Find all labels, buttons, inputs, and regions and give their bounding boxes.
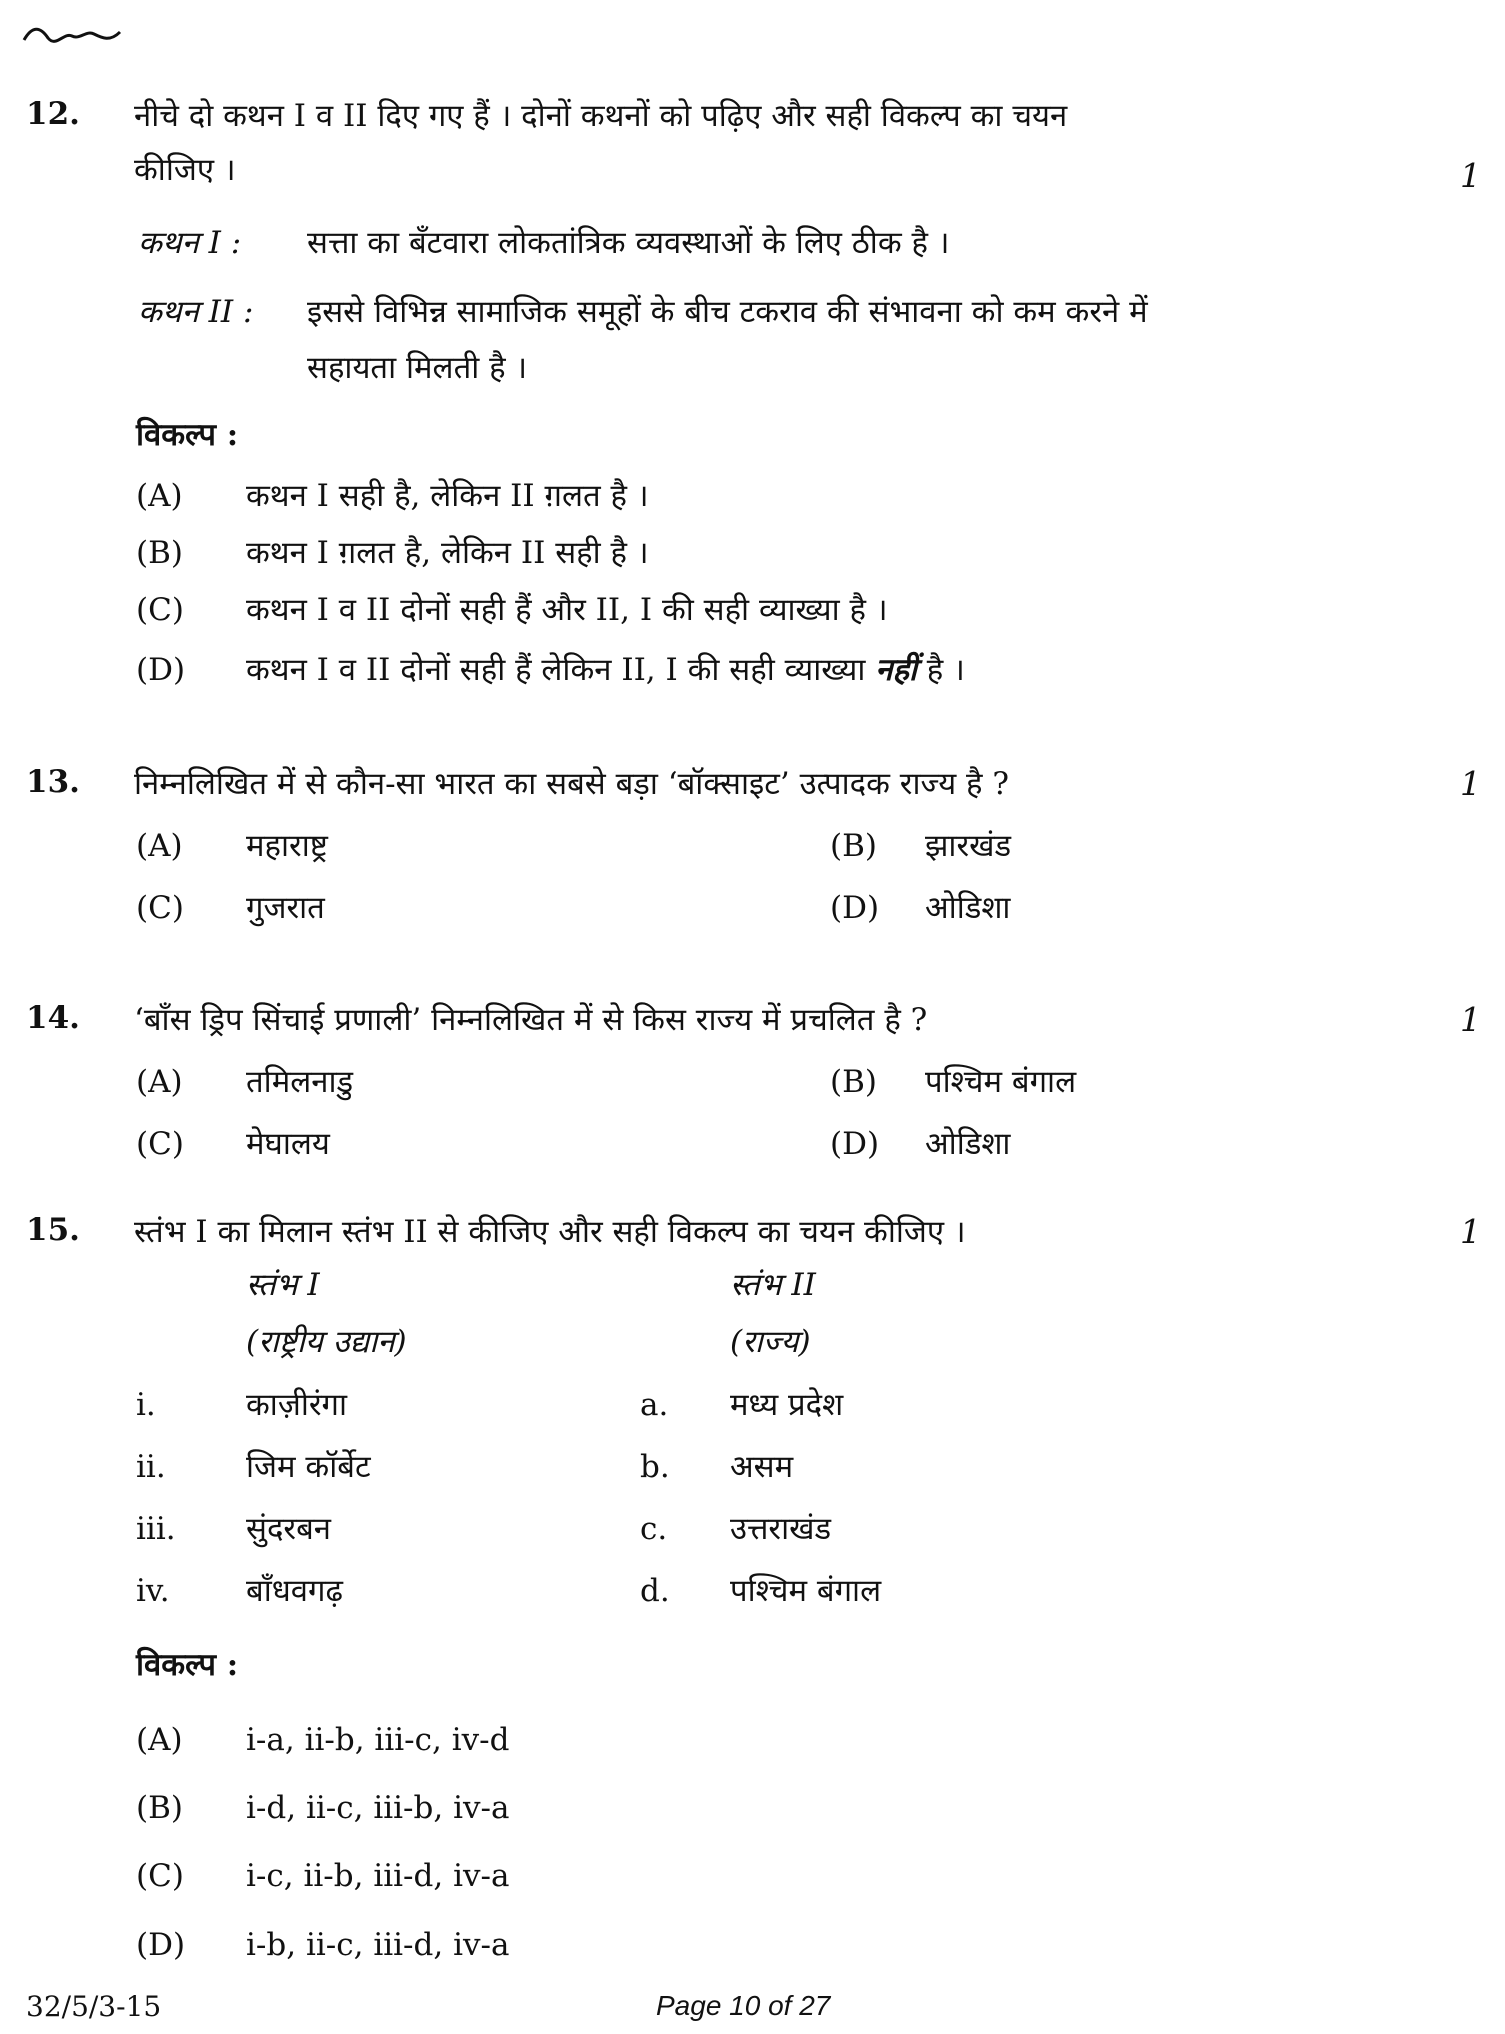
option-text: कथन I व II दोनों सही हैं और II, I की सही व्याख्या है । [246,592,888,628]
match-row-numeral: iii. [136,1511,176,1547]
option-label: (B) [830,828,877,864]
match-row-numeral: iv. [136,1573,170,1609]
option-label: (B) [136,1790,183,1826]
match-row-letter: d. [640,1573,670,1609]
option-text: कथन I सही है, लेकिन II ग़लत है । [246,478,649,514]
column-subheading: (राष्ट्रीय उद्यान) [246,1324,407,1360]
option-label: (D) [136,652,186,688]
match-row-numeral: ii. [136,1449,166,1485]
options-heading: विकल्प : [136,1647,239,1683]
statement-text: सत्ता का बँटवारा लोकतांत्रिक व्यवस्थाओं के लिए ठीक है । [307,225,950,261]
marks: 1 [1460,1000,1481,1039]
match-row-letter: a. [640,1387,669,1423]
marks: 1 [1460,156,1481,195]
option-text: पश्चिम बंगाल [925,1064,1077,1100]
paper-code: 32/5/3-15 [26,1990,162,2023]
option-text-emphasis: नहीं [875,652,917,688]
match-left-item: बाँधवगढ़ [246,1573,343,1609]
option-label: (A) [136,1722,183,1758]
option-text: झारखंड [925,828,1012,864]
match-row-letter: b. [640,1449,670,1485]
option-text: i-a, ii-b, iii-c, iv-d [246,1722,510,1758]
question-number: 13. [26,764,80,800]
question-text: नीचे दो कथन I व II दिए गए हैं । दोनों कथनों को पढ़िए और सही विकल्प का चयन [134,98,1068,134]
option-text: तमिलनाडु [246,1064,354,1100]
options-heading: विकल्प : [136,417,239,453]
question-number: 12. [26,96,80,132]
question-number: 14. [26,1000,80,1036]
option-text: गुजरात [246,890,325,926]
match-row-numeral: i. [136,1387,156,1423]
match-left-item: सुंदरबन [246,1511,332,1547]
match-right-item: मध्य प्रदेश [730,1387,844,1423]
marks: 1 [1460,1212,1481,1251]
statement-text: इससे विभिन्न सामाजिक समूहों के बीच टकराव की संभावना को कम करने में [307,294,1148,330]
question-text: कीजिए । [134,152,236,188]
option-label: (A) [136,478,183,514]
option-label: (C) [136,1126,184,1162]
column-heading: स्तंभ I [246,1267,320,1303]
option-label: (A) [136,828,183,864]
option-label: (D) [830,1126,880,1162]
page-number: Page 10 of 27 [656,1990,831,2021]
option-text: i-c, ii-b, iii-d, iv-a [246,1858,510,1894]
option-text: महाराष्ट्र [246,828,328,864]
question-text: स्तंभ I का मिलान स्तंभ II से कीजिए और सही विकल्प का चयन कीजिए । [134,1214,966,1250]
question-number: 15. [26,1212,80,1248]
question-text: निम्नलिखित में से कौन-सा भारत का सबसे बड़ा ‘बॉक्साइट’ उत्पादक राज्य है ? [134,766,1009,802]
option-label: (C) [136,1858,184,1894]
statement-text: सहायता मिलती है । [307,350,528,386]
match-right-item: उत्तराखंड [730,1511,832,1547]
match-right-item: पश्चिम बंगाल [730,1573,882,1609]
option-text: मेघालय [246,1126,330,1162]
option-text: कथन I ग़लत है, लेकिन II सही है । [246,535,649,571]
statement-label: कथन I : [138,225,242,261]
option-text: i-b, ii-c, iii-d, iv-a [246,1927,510,1963]
option-text: ओडिशा [925,1126,1011,1162]
option-label: (B) [136,535,183,571]
option-label: (A) [136,1064,183,1100]
match-left-item: जिम कॉर्बेट [246,1449,371,1485]
match-right-item: असम [730,1449,794,1485]
option-label: (B) [830,1064,877,1100]
match-left-item: काज़ीरंगा [246,1387,348,1423]
marks: 1 [1460,764,1481,803]
wave-ornament-icon [22,22,122,48]
match-row-letter: c. [640,1511,668,1547]
column-subheading: (राज्य) [730,1324,811,1360]
column-heading: स्तंभ II [730,1267,816,1303]
option-label: (D) [830,890,880,926]
option-text-part: है । [926,652,965,688]
statement-label: कथन II : [138,294,254,330]
question-text: ‘बाँस ड्रिप सिंचाई प्रणाली’ निम्नलिखित में से किस राज्य में प्रचलित है ? [134,1002,928,1038]
option-text-part: कथन I व II दोनों सही हैं लेकिन II, I की सही व्याख्या [246,652,866,688]
option-text [246,650,965,690]
option-label: (D) [136,1927,186,1963]
option-label: (C) [136,592,184,628]
option-text: i-d, ii-c, iii-b, iv-a [246,1790,510,1826]
option-text: ओडिशा [925,890,1011,926]
option-label: (C) [136,890,184,926]
